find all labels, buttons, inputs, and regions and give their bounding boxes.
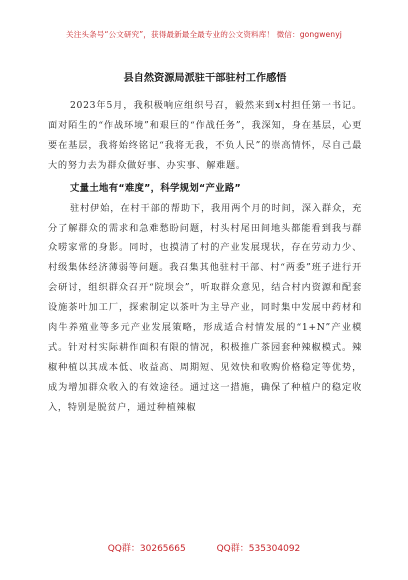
header-banner-text: 关注头条号“公文研究”，获得最新最全最专业的公文资料库！ 微信：gongwenyj bbox=[66, 30, 342, 39]
header-banner bbox=[0, 0, 408, 60]
section-paragraph: 驻村伊始，在村干部的帮助下，我用两个月的时间，深入群众，充分了解群众的需求和急难愁盼问题，村头村尾田间地头都能看到我与群众唠家常的身影。同时，也摸清了村的产业发展现状，存在劳动力少、村级集体经济薄弱等问题。我召集其他驻村干部、村“两委”班子进行开会研讨，组织群众召开“院坝会”，听取群众意见，结合村内资源和配套设施茶叶加工厂，探索制定以茶叶为主导产业，同时集中发展中药材和肉牛养殖业等多元产业发展策略，形成适合村情发展的“1+N”产业模式。针对村实际耕作面积有限的情况，积极推广茶园套种辣椒模式。辣椒种植以其成本低、收益高、周期短、见效快和收购价格稳定等优势，成为增加群众收入的有效途径。通过这一措施，确保了种植户的稳定收入，特别是脱贫户，通过种植辣椒 bbox=[48, 202, 362, 413]
document-title: 县自然资源局派驻干部驻村工作感悟 bbox=[123, 73, 287, 84]
intro-paragraph: 2023年5月，我积极响应组织号召，毅然来到x村担任第一书记。面对陌生的“作战环境”和艰巨的“作战任务”，我深知，身在基层，心更要在基层，我将始终铭记“我将无我，不负人民”的崇高情怀，尽自己最大的努力去为群众做好事、办实事、解难题。 bbox=[48, 100, 362, 171]
footer-qq-group-a: QQ群：30265665 bbox=[107, 544, 186, 554]
section-heading: 丈量土地有“难度”，科学规划“产业路” bbox=[70, 182, 241, 194]
footer-contact bbox=[0, 541, 408, 567]
document-body bbox=[48, 72, 362, 418]
footer-qq-group-b: QQ群：535304092 bbox=[216, 544, 301, 554]
